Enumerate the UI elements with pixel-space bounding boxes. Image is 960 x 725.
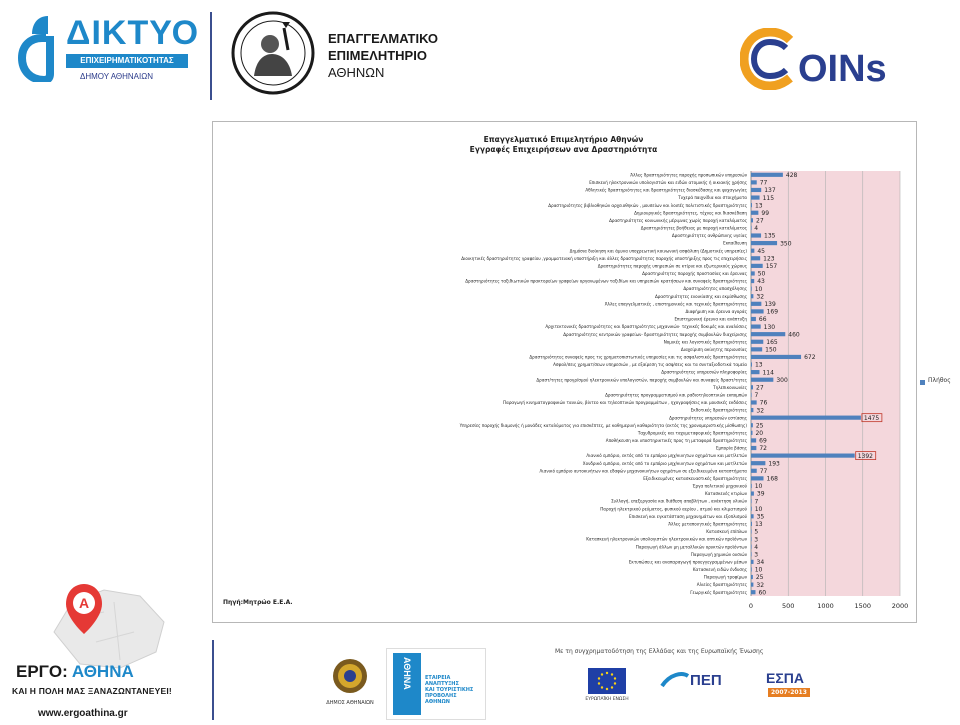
category-label: Δραστηριότητες ενοικίασης και εκμίσθωσης: [655, 293, 747, 299]
category-label: Έργα πολιτικού μηχανικού: [692, 483, 747, 489]
category-label: Επισκευή και εγκατάσταση μηχανημάτων και εξοπλισμού: [629, 513, 747, 519]
category-label: Παροχή ηλεκτρικού ρεύματος, φυσικού αερίου , ατμού και κλιματισμού: [600, 506, 747, 512]
bar: [751, 378, 773, 382]
bar: [751, 560, 754, 564]
data-label: 165: [766, 338, 778, 346]
data-label: 10: [754, 285, 763, 293]
data-label: 32: [756, 407, 765, 415]
x-tick-label: 2000: [891, 602, 909, 610]
bar: [751, 294, 753, 298]
category-label: Δραστηριότητες κεντρικών γραφείων· δραστηριότητες παροχής συμβουλών διαχείρισης: [563, 331, 747, 337]
data-label: 13: [754, 521, 763, 529]
bar: [751, 416, 861, 420]
bar: [751, 324, 761, 328]
bar: [751, 507, 752, 511]
ergo-athina-title: [16, 662, 134, 682]
data-label: 35: [756, 513, 765, 521]
category-label: Λιανικό εμπόριο, εκτός από το εμπόριο μηχ/κινητων οχημάτων και μοτ/λετών: [586, 453, 747, 459]
bar: [751, 332, 785, 336]
chamber-seal-icon: [230, 10, 316, 96]
bar: [751, 575, 753, 579]
category-label: Εκπαίδευση: [723, 240, 747, 246]
data-label: 4: [754, 543, 759, 551]
data-label: 460: [788, 331, 800, 339]
category-label: Παραγωγή τροφίμων: [703, 574, 747, 580]
data-label: 672: [804, 354, 816, 362]
data-label: 77: [759, 179, 768, 187]
ergo-prefix: ΕΡΓΟ:: [16, 662, 68, 681]
bar: [751, 522, 752, 526]
agency-mark: [393, 653, 421, 715]
category-label: Κατασκευές κτιρίων: [704, 491, 747, 497]
bar: [751, 469, 757, 473]
chart-source: Πηγή:Μητρώο Ε.Ε.Α.: [223, 599, 293, 606]
bar: [751, 233, 761, 237]
eu-label: ΕΥΡΩΠΑΪΚΗ ΕΝΩΣΗ: [585, 697, 629, 702]
category-label: Δραστηριότητες υπηρεσιών εστίασης: [669, 415, 747, 421]
agency-logo: [386, 648, 486, 720]
bar: [751, 317, 756, 321]
data-label: 10: [754, 566, 763, 574]
bar: [751, 567, 752, 571]
chamber-line-3: ΑΘΗΝΩΝ: [328, 65, 385, 80]
bar: [751, 484, 752, 488]
data-label: 130: [763, 323, 776, 331]
svg-text:A: A: [78, 595, 90, 611]
category-label: Εκτυπώσεις και αναπαραγωγή προεγγεγραμμένων μέσων: [628, 559, 747, 565]
data-label: 1475: [863, 414, 880, 422]
bar: [751, 393, 752, 397]
bar: [751, 423, 753, 427]
category-label: Επιστημονική έρευνα και ανάπτυξη: [674, 316, 747, 322]
data-label: 157: [765, 263, 778, 271]
category-label: Εκδοτικές δραστηριότητες: [690, 407, 747, 413]
ergo-url-link[interactable]: www.ergoathina.gr: [38, 708, 128, 719]
data-label: 66: [758, 316, 767, 324]
bar: [751, 408, 753, 412]
agency-mark-text: ΑΘΗΝΑ: [402, 657, 412, 690]
pep-swoosh-icon: [660, 670, 690, 690]
data-label: 25: [755, 574, 764, 582]
bar: [751, 249, 754, 253]
data-label: 25: [755, 422, 764, 430]
category-label: Δραστηριότητες προγραμματισμού και ραδιοτηλεοπτικών εκπομπών: [605, 392, 747, 398]
agency-line-4: ΠΡΟΒΟΛΗΣ: [425, 693, 457, 699]
bar: [751, 302, 761, 306]
category-label: Υπηρεσίες παροχής διαμονής ή μονάδες καταλύματος για επισκέπτες, με καθημερινή καθαριότητα (εκτός της χρονομεριστικής μίσθωσης): [459, 422, 747, 428]
agency-line-5: ΑΘΗΝΩΝ: [425, 699, 450, 705]
category-label: Δραστηριότητες ταξιδιωτικών πρακτορείων γραφείων οργανωμένων ταξιδίων και υπηρεσιών κρατήσεων και συναφείς δραστηριότητες: [465, 278, 747, 284]
diktyo-municipality: ΔΗΜΟΥ ΑΘΗΝΑΙΩΝ: [80, 72, 153, 81]
bar: [751, 340, 763, 344]
chart-subtitle: Εγγραφές Επιχειρήσεων ανα Δραστηριότητα: [469, 145, 658, 154]
bar: [751, 431, 752, 435]
category-label: Τυχερά παιχνίδια και στοιχήματα: [678, 195, 747, 201]
bar: [751, 256, 760, 260]
category-label: Εξειδικευμένες κατασκευαστικές δραστηριότητες: [643, 475, 747, 481]
bar: [751, 537, 752, 541]
data-label: 39: [756, 490, 765, 498]
bar: [751, 438, 756, 442]
data-label: 139: [764, 301, 776, 309]
agency-line-1: ΕΤΑΙΡΕΙΑ: [425, 675, 451, 681]
category-label: Γεωργικές δραστηριότητες: [690, 589, 747, 595]
espa-years: 2007-2013: [768, 688, 810, 697]
category-label: Κατασκευή ειδών ένδυσης: [692, 567, 747, 573]
category-label: Κατασκευή ηλεκτρονικών υπολογιστών ηλεκτρονικών και οπτικών προϊόντων: [586, 536, 747, 542]
bar: [751, 195, 760, 199]
diktyo-band-text: ΕΠΙΧΕΙΡΗΜΑΤΙΚΟΤΗΤΑΣ: [66, 54, 188, 68]
ergo-tagline: ΚΑΙ Η ΠΟΛΗ ΜΑΣ ΞΑΝΑΖΩΝΤΑΝΕΥΕΙ!: [12, 686, 172, 696]
x-tick-label: 0: [748, 602, 754, 610]
data-label: 43: [757, 278, 765, 286]
data-label: 77: [759, 467, 768, 475]
municipality-emblem-icon: [330, 656, 370, 700]
data-label: 168: [766, 475, 778, 483]
agency-text: [425, 675, 483, 705]
coins-c-logo-icon: [740, 28, 796, 90]
category-label: Αποθήκευση και υποστηρικτικές προς τη μεταφορά δραστηριότητες: [605, 438, 747, 444]
category-label: Δημόσια διοίκηση και άμυνα υποχρεωτική κοινωνική ασφάλιση (Δημοτικές υπηρεσίες): [569, 248, 747, 254]
eu-flag-icon: [588, 668, 626, 694]
category-label: Επισκευή ηλεκτρονικών υπολογιστών και ειδών ατομικής ή οικιακής χρήσης: [589, 179, 747, 185]
category-label: Άλλες δραστηριότητες παροχής προσωπικών υπηρεσιών: [630, 172, 747, 178]
data-label: 5: [754, 528, 759, 536]
data-label: 428: [785, 171, 798, 179]
cofunding-text: Με τη συγχρηματοδότηση της Ελλάδας και της Ευρωπαϊκής Ένωσης: [555, 648, 764, 655]
bar: [751, 309, 764, 313]
bar: [751, 188, 761, 192]
bar: [751, 226, 752, 230]
chamber-name: [328, 30, 438, 81]
chamber-line-2: ΕΠΙΜΕΛΗΤΗΡΙΟ: [328, 48, 427, 63]
bar: [751, 476, 764, 480]
header-divider: [210, 12, 212, 100]
category-label: Εμπορία βάσης: [715, 445, 747, 451]
data-label: 150: [765, 346, 777, 354]
category-label: Αρχιτεκτονικές δραστηριότητες και δραστηριότητες μηχανικών· τεχνικές δοκιμές και αναλύσεις: [545, 324, 747, 330]
legend-swatch: [920, 380, 925, 385]
data-label: 114: [762, 369, 774, 377]
category-label: Δραστηριότητες υπηρεσιών πληροφορίας: [661, 369, 747, 375]
data-label: 72: [759, 445, 768, 453]
data-label: 3: [754, 551, 759, 559]
category-label: Δημιουργικές δραστηριότητες, τέχνες και διασκέδαση: [634, 210, 747, 216]
bar: [751, 180, 757, 184]
bar: [751, 173, 783, 177]
category-label: Χονδρικό εμπόριο, εκτός από το εμπόριο μηχ/κινητων οχημάτων και μοτ/λετών: [582, 460, 747, 466]
category-label: Διαχείριση ακίνητης περιουσίας: [680, 346, 747, 352]
bar: [751, 203, 752, 207]
athens-map-pin-icon: [44, 572, 174, 672]
bar: [751, 370, 759, 374]
category-label: Δραστηριότητες βοήθειας με παροχή καταλύματος: [640, 225, 747, 231]
bar: [751, 355, 801, 359]
data-label: 300: [776, 376, 788, 384]
data-label: 13: [754, 202, 763, 210]
x-tick-label: 500: [782, 602, 795, 610]
data-label: 193: [768, 460, 780, 468]
data-label: 3: [754, 536, 759, 544]
bar: [751, 545, 752, 549]
category-label: Αθλητικές δραστηριότητες και δραστηριότητες διασκέδασης και ψυχαγωγίας: [585, 187, 747, 193]
category-label: Ασφαλ/σεις χρηματ/σεων υπηρεσιών , με εξαίρεση τις ασφ/σεις και τα συνταξιοδοτικά ταμεία: [553, 362, 747, 368]
category-label: Δραστηριότητες παροχής προστασίας και έρευνας: [642, 271, 747, 277]
bar-chart: [212, 121, 915, 621]
data-label: 1392: [857, 452, 873, 460]
data-label: 10: [754, 505, 763, 513]
data-label: 169: [766, 308, 779, 316]
category-label: Αλιείες δραστηριότητες: [696, 582, 747, 588]
bar: [751, 287, 752, 291]
data-label: 34: [756, 559, 765, 567]
data-label: 7: [754, 498, 759, 506]
category-label: Διαφήμιση και έρευνα αγοράς: [685, 309, 747, 315]
footer-divider: [212, 640, 214, 720]
category-label: Νομικές και λογιστικές δραστηριότητες: [663, 339, 747, 345]
x-tick-label: 1500: [854, 602, 872, 610]
diktyo-d-logo-icon: [18, 14, 64, 82]
data-label: 27: [756, 217, 764, 225]
data-label: 76: [759, 399, 768, 407]
x-tick-label: 1000: [817, 602, 834, 610]
pep-logo-text: ΠΕΠ: [690, 672, 722, 689]
category-label: Παραγωγή χημικών ουσιών: [690, 551, 747, 557]
bar: [751, 583, 753, 587]
bar: [751, 446, 756, 450]
category-label: Δραστηριότητες βιβλιοθηκών αρχειοθηκών , μουσείων και λοιπές πολιτιστικές δραστηριότητες: [548, 202, 747, 208]
category-label: Συλλογή, επεξεργασία και διάθεση αποβλήτων , ανάκτηση υλικών: [611, 498, 747, 504]
category-label: Διοικητικές δραστηριότητες γραφείου ,γραμματειακή υποστήριξη και άλλες δραστηριότητες παροχής υποστήριξης προς τις επιχειρήσεις: [461, 255, 747, 261]
bar: [751, 385, 753, 389]
data-label: 135: [764, 232, 776, 240]
bar: [751, 529, 752, 533]
bar: [751, 461, 765, 465]
category-label: Δραστηριότητες απασχόλησης: [683, 286, 747, 292]
data-label: 27: [756, 384, 764, 392]
municipality-label: ΔΗΜΟΣ ΑΘΗΝΑΙΩΝ: [326, 700, 374, 706]
data-label: 45: [757, 247, 765, 255]
data-label: 32: [756, 293, 765, 301]
data-label: 99: [761, 209, 770, 217]
legend-label: Πλήθος: [928, 377, 951, 384]
category-label: Δραστηριότητες συναφείς προς τις χρηματοπιστωτικές υπηρεσίες και τις ασφαλιστικές δραστηριότητες: [529, 354, 747, 360]
category-label: Άλλες μεταποιητικές δραστηριότητες: [668, 521, 747, 527]
diktyo-wordmark: ΔΙΚΤΥΟ: [66, 14, 200, 52]
data-label: 115: [762, 194, 775, 202]
bar: [751, 590, 755, 594]
bar: [751, 552, 752, 556]
bar: [751, 499, 752, 503]
data-label: 7: [754, 392, 759, 400]
chart-title: Επαγγελματικό Επιμελητήριο Αθηνών: [483, 135, 644, 144]
bar: [751, 514, 754, 518]
coins-wordmark: OINs: [798, 48, 887, 90]
category-label: Δραστηριότητες κοινωνικής μέριμνας χωρίς παροχή καταλύματος: [609, 217, 747, 223]
bar: [751, 264, 763, 268]
bar: [751, 362, 752, 366]
category-label: Παραγωγή κινηματογραφικών ταινιών, βίντεο και τηλεοπτικών προγραμμάτων , ηχογραφήσεις και μουσικές εκδόσεις: [503, 400, 747, 406]
data-label: 13: [754, 361, 763, 369]
bar: [751, 279, 754, 283]
data-label: 69: [759, 437, 767, 445]
category-label: Δραστηριότητες ανθρώπινης υγείας: [671, 233, 747, 239]
category-label: Ταχυδρομικές και ταχυμεταφορικές δραστηριότητες: [637, 430, 747, 436]
bar: [751, 271, 755, 275]
espa-logo-text: ΕΣΠΑ: [766, 670, 804, 686]
bar: [751, 241, 777, 245]
data-label: 350: [780, 240, 792, 248]
data-label: 60: [758, 589, 767, 597]
category-label: Παραγωγή άλλων μη μεταλλικών ορυκτών προϊόντων: [635, 544, 747, 550]
data-label: 20: [755, 430, 764, 438]
category-label: Δραστηριότητες παροχής υπηρεσιών σε κτίρια και εξωτερικούς χώρους: [597, 263, 747, 269]
category-label: Δραστ/τητες προγρ/σμού ηλεκτρονικών υπολογιστών, παροχής συμβουλών και συναφείς δραστ/τητες: [536, 377, 747, 383]
bar: [751, 454, 855, 458]
agency-line-2: ΑΝΑΠΤΥΞΗΣ: [425, 681, 459, 687]
category-label: Τηλεπικοινωνίες: [713, 384, 747, 390]
data-label: 137: [764, 187, 776, 195]
data-label: 10: [754, 483, 763, 491]
ergo-city: ΑΘΗΝΑ: [71, 662, 134, 681]
category-label: Λιανικό εμπόριο αυτοκινήτων και εδαφών μηχανοκινήτων οχημάτων σε εξειδικευμένα καταστήματα: [539, 468, 747, 474]
agency-line-3: ΚΑΙ ΤΟΥΡΙΣΤΙΚΗΣ: [425, 687, 474, 693]
bar: [751, 400, 757, 404]
bar: [751, 211, 758, 215]
bar: [751, 491, 754, 495]
bar: [751, 218, 753, 222]
data-label: 123: [763, 255, 775, 263]
category-label: Κατασκευή επίπλων: [706, 529, 747, 535]
bar: [751, 347, 762, 351]
data-label: 32: [756, 581, 765, 589]
chamber-line-1: ΕΠΑΓΓΕΛΜΑΤΙΚΟ: [328, 31, 439, 46]
category-label: Άλλες επαγγελματικές , επιστημονικές και τεχνικές δραστηριότητες: [604, 301, 747, 307]
data-label: 50: [757, 270, 766, 278]
data-label: 4: [754, 225, 759, 233]
